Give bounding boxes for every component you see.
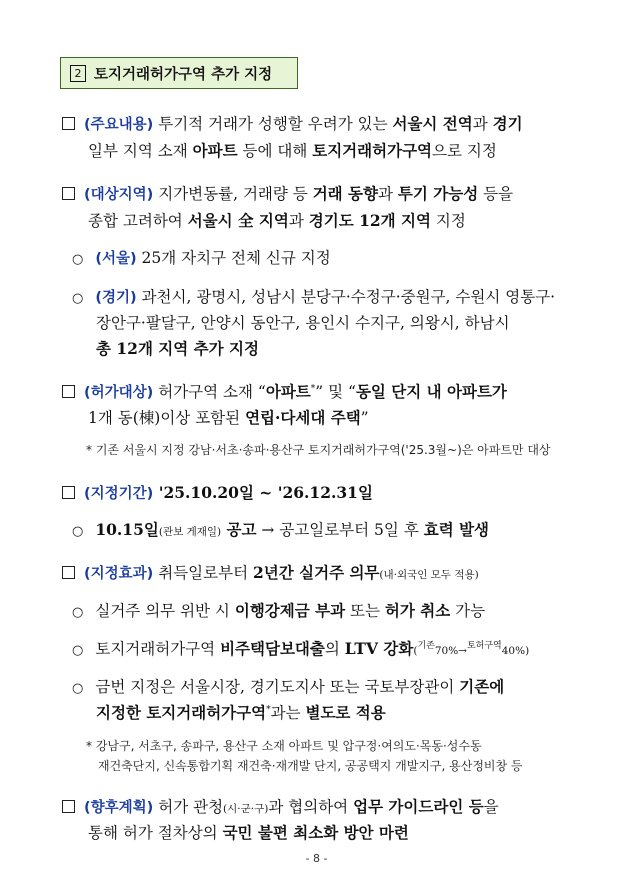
sub-penalty: ○ 실거주 의무 위반 시 이행강제금 부과 또는 허가 취소 가능: [72, 601, 486, 620]
bullet-circle-icon: ○: [72, 252, 84, 267]
sub-gyeonggi-line2: 장안구·팔달구, 안양시 동안구, 용인시 수지구, 의왕시, 하남시: [96, 314, 510, 332]
checkbox-icon: [62, 566, 75, 579]
item-permit-target-line2: 1개 동(棟)이상 포함된 연립·다세대 주택”: [88, 408, 369, 427]
note-existing-zone: * 기존 서울시 지정 강남·서초·송파·용산구 토지거래허가구역('25.3월~)은 아파트만 대상: [86, 443, 551, 457]
checkbox-icon: [62, 800, 75, 813]
item-tag: (허가대상): [84, 385, 154, 401]
bullet-circle-icon: ○: [72, 643, 84, 658]
section-title: 토지거래허가구역 추가 지정: [94, 66, 273, 83]
item-tag: (대상지역): [84, 187, 154, 203]
note-zone-list-line2: 재건축단지, 신속통합기획 재건축·재개발 단지, 공공택지 개발지구, 용산정비창 등: [98, 759, 523, 773]
item-effect: (지정효과) 취득일로부터 2년간 실거주 의무(내·외국인 모두 적용): [62, 561, 479, 583]
section-heading: [60, 57, 298, 89]
sub-separate-application: ○ 금번 지정은 서울시장, 경기도지사 또는 국토부장관이 기존에: [72, 677, 505, 696]
bullet-circle-icon: ○: [72, 291, 84, 306]
item-future-plan: (향후계획) 허가 관청(시·군·구)과 협의하여 업무 가이드라인 등을: [62, 795, 499, 817]
page-number: - 8 -: [305, 852, 328, 865]
checkbox-icon: [62, 486, 75, 499]
item-tag: (향후계획): [84, 800, 154, 816]
sub-separate-application-line2: 지정한 토지거래허가구역*과는 별도로 적용: [96, 703, 386, 722]
item-future-plan-line2: 통해 허가 절차상의 국민 불편 최소화 방안 마련: [88, 823, 409, 842]
bullet-circle-icon: ○: [72, 605, 84, 620]
sub-effective-date: ○ 10.15일(관보 게재일) 공고 → 공고일로부터 5일 후 효력 발생: [72, 520, 490, 539]
sub-ltv: ○ 토지거래허가구역 비주택담보대출의 LTV 강화($^{기존}$70%→$^{토허구역}$40%): [72, 639, 530, 658]
item-main-content: (주요내용) 투기적 거래가 성행할 우려가 있는 서울시 전역과 경기: [62, 112, 523, 134]
sub-gyeonggi-line3: 총 12개 지역 추가 지정: [96, 339, 259, 358]
bullet-circle-icon: ○: [72, 681, 84, 696]
checkbox-icon: [62, 385, 75, 398]
sub-seoul: ○ (서울) 25개 자치구 전체 신규 지정: [72, 249, 331, 267]
item-period: (지정기간) '25.10.20일 ~ '26.12.31일: [62, 481, 373, 503]
section-number: 2: [70, 65, 86, 82]
note-zone-list: * 강남구, 서초구, 송파구, 용산구 소재 아파트 및 압구정·여의도·목동·성수동: [86, 739, 482, 753]
checkbox-icon: [62, 117, 75, 130]
item-target-area: (대상지역) 지가변동률, 거래량 등 거래 동향과 투기 가능성 등을: [62, 182, 513, 204]
item-tag: (지정기간): [84, 486, 154, 502]
checkbox-icon: [62, 187, 75, 200]
item-tag: (주요내용): [84, 117, 154, 133]
sub-gyeonggi: ○ (경기) 과천시, 광명시, 성남시 분당구·수정구·중원구, 수원시 영통구·: [72, 288, 556, 306]
item-target-area-line2: 종합 고려하여 서울시 全 지역과 경기도 12개 지역 지정: [88, 211, 466, 230]
item-permit-target: (허가대상) 허가구역 소재 “아파트*” 및 “동일 단지 내 아파트가: [62, 380, 507, 402]
item-main-content-line2: 일부 지역 소재 아파트 등에 대해 토지거래허가구역으로 지정: [88, 141, 497, 160]
item-tag: (지정효과): [84, 566, 154, 582]
bullet-circle-icon: ○: [72, 524, 84, 539]
